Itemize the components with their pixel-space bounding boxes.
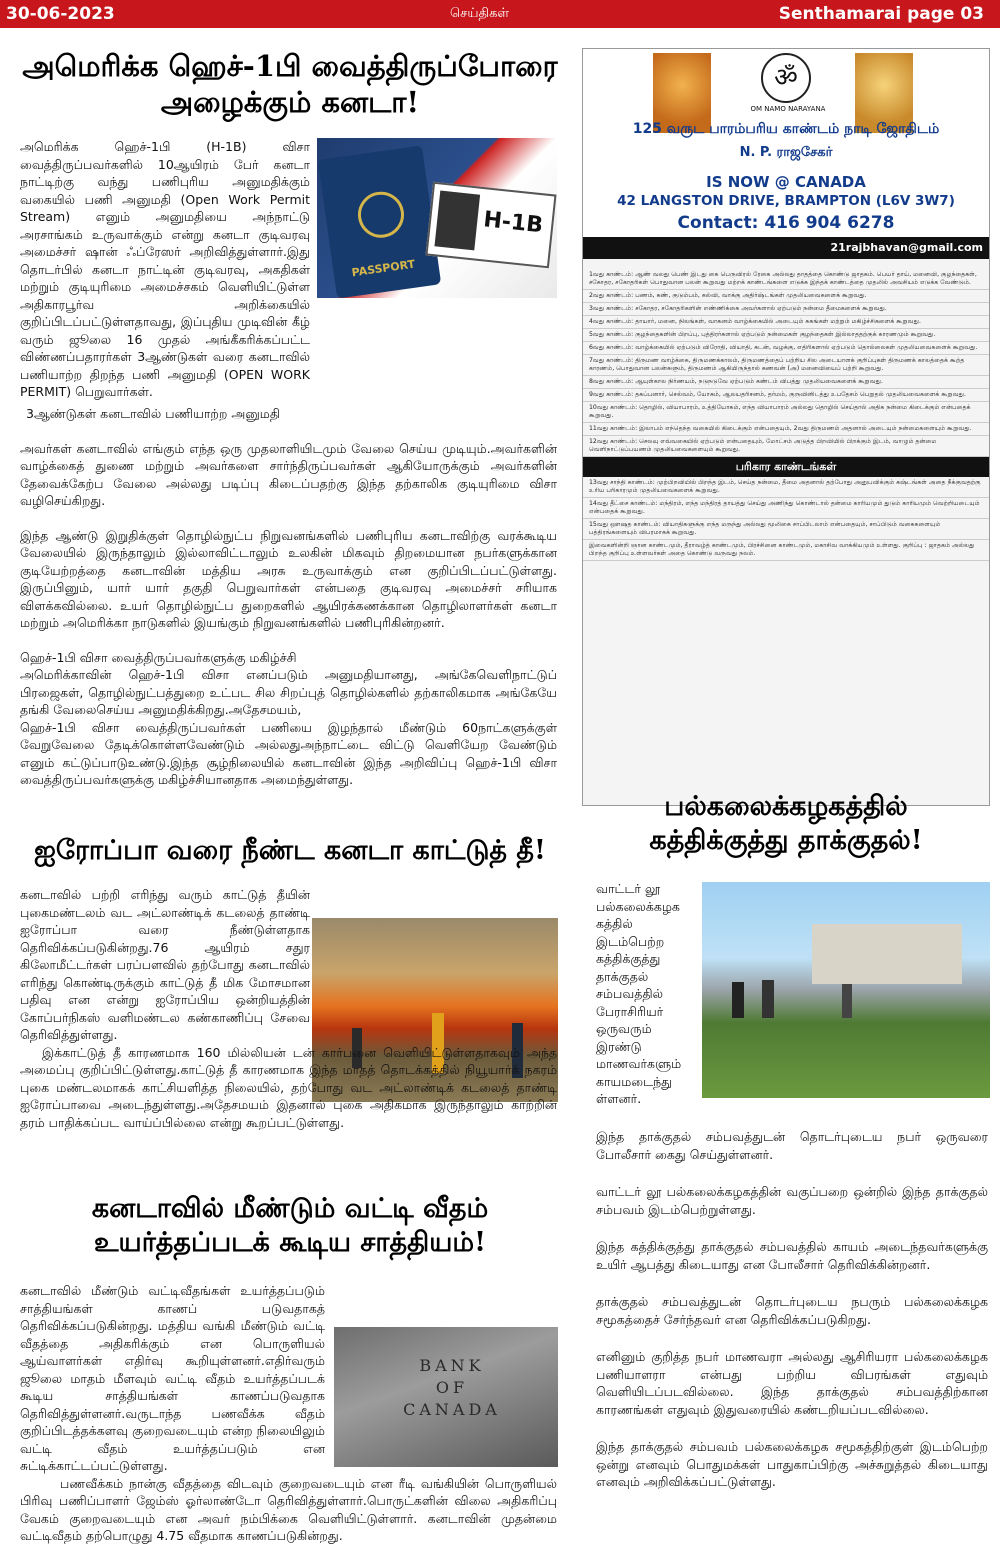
h1b-intro-text bbox=[20, 138, 310, 399]
bank-text: CANADA bbox=[403, 1400, 501, 1419]
ad-name: N. P. ராஜசேகர் bbox=[739, 145, 833, 160]
campus-photo bbox=[702, 882, 990, 1098]
om-caption: OM NAMO NARAYANA bbox=[750, 105, 826, 113]
parikara-item: 15வது ஔஷத காண்டம்: வியாதிகளுக்கு எந்த மருந்து அல்லது மூலிகை சாப்பிடலாம் என்பதையும், சாப்பிடும் வகைகளையும் பத்திரங்களையும் விபரமாகக் கூறுவது. bbox=[583, 519, 989, 540]
ad-contact: Contact: 416 904 6278 bbox=[677, 213, 895, 233]
kandam-item: 10வது காண்டம்: தொழில், வியாபாரம், உத்தியோகம், எந்த வியாபாரம் அல்லது தொழில் செய்தால் அதிக நன்மை கிடைக்கும் என்பதைக் கூறுவது. bbox=[583, 402, 989, 423]
masthead-bar bbox=[0, 0, 1000, 28]
h1b-headline: அமெரிக்க ஹெச்-1பி வைத்திருப்போரை அழைக்கும் கனடா! bbox=[22, 49, 558, 120]
campus-lead: வாட்டர் லூ பல்கலைக்கழக கத்தில் இடம்பெற்ற கத்திக்குத்து தாக்குதல் சம்பவத்தில் பேராசிரியர் ஒருவரும் இரண்டு மாணவர்களும் காயமடைந்து ள்ளனர். bbox=[596, 881, 682, 1106]
h1b-paragraph: ஹெச்-1பி விசா வைத்திருப்பவர்களுக்கு மகிழ்ச்சி அமெரிக்காவின் ஹெச்-1பி விசா எனப்படும் அனுமதியானது, அங்கேவெளிநாட்டுப் பிரஜைகள், தொழில்நுட்பத்துறை உட்பட சில சிறப்புத் தொழில்களில் தற்காலிகமாக அங்கேயே தங்கி வேலைசெய்ய அனுமதிக்கிறது.அதேசமயம், ஹெச்-1பி விசா வைத்திருப்பவர்கள் பணியை இழந்தால் மீண்டும் 60நாட்களுக்குள் வேறுவேலை தேடிக்கொள்ளவேண்டும் அல்லதுஅந்நாட்டை விட்டு வெளியேற வேண்டும் எனும் கட்டுப்பாடுஉண்டு.இந்த சூழ்நிலையில் கனடாவின் இந்த அறிவிப்பு ஹெச்-1பி விசா வைத்திருப்பவர்களுக்கு மகிழ்ச்சியானதாக அமைந்துள்ளது. bbox=[20, 649, 557, 787]
fire-body-text bbox=[20, 886, 557, 1148]
passport-label: PASSPORT bbox=[350, 257, 416, 280]
campus-lead-text bbox=[596, 880, 694, 1125]
campus-paragraph: தாக்குதல் சம்பவத்துடன் தொடர்புடைய நபரும் பல்கலைக்கழக சமூகத்தைச் சேர்ந்தவர் என தெரிவிக்கப்படுகிறது. bbox=[596, 1294, 988, 1327]
rates-body-text bbox=[20, 1282, 557, 1562]
kandam-item: 4வது காண்டம்: தாயார், மனை, நிலங்கள், வாகனம் வாழ்க்கையில் அடையும் சுகங்கள் மற்றும் மகிழ்ச்சிகளைக் கூறுவது. bbox=[583, 316, 989, 329]
paper-name-page: Senthamarai page 03 bbox=[778, 4, 984, 24]
campus-paragraph: இந்த தாக்குதல் சம்பவம் பல்கலைக்கழக சமூகத்திற்குள் இடம்பெற்ற ஒன்று எனவும் பொதுமக்கள் பாதுகாப்பிற்கு அச்சுறுத்தல் கிடையாது எனவும் அறிவிக்கப்பட்டுள்ளது. bbox=[596, 1439, 988, 1489]
h1b-paragraph: அவர்கள் கனடாவில் எங்கும் எந்த ஒரு முதலாளியிடமும் வேலை செய்ய முடியும்.அவர்களின் வாழ்க்கைத் துணை மற்றும் அவர்களை சார்ந்திருப்பவர்கள் ஆகியோருக்கும் அவர்களின் தேவைக்கேற்ப வேலை அல்லது படிப்பு கிடைப்பதற்கு இந்த தற்காலிக குடியுரிமை விசா வழிசெய்கிறது. bbox=[20, 440, 557, 508]
campus-paragraph: எனினும் குறித்த நபர் மாணவரா அல்லது ஆசிரியரா பல்கலைக்கழக பணியாளரா என்பது பற்றிய விபரங்கள் எதுவும் வெளியிடப்படவில்லை. இந்த தாக்குதல் சம்பவத்திற்கான காரணங்கள் எதுவும் இதுவரையில் கண்டறியப்படவில்லை. bbox=[596, 1349, 988, 1417]
issue-date: 30-06-2023 bbox=[6, 4, 115, 24]
ad-email: 21rajbhavan@gmail.com bbox=[583, 237, 989, 259]
parikara-item: இவைகளின்றி ஞான காண்டமும், தீராவழ்த் காண்டமும், பிரச்சினை காண்டமும், மகாசிவ வாக்கியமும் உள்ளது. குறிப்பு : ஜாதகம் அல்லது பிறந்த குறிப்பு உள்ளவர்கள் அதை கொண்டு வருவது நலம். bbox=[583, 540, 989, 561]
campus-paragraph: இந்த தாக்குதல் சம்பவத்துடன் தொடர்புடைய நபர் ஒருவரை போலீசார் கைது செய்துள்ளனர். bbox=[596, 1129, 988, 1162]
fire-paragraph: கனடாவில் பற்றி எரிந்து வரும் காட்டுத் தீயின் புகைமண்டலம் வட அட்லாண்டிக் கடலைத் தாண்டி ஐரோப்பா வரை நீண்டுள்ளதாக தெரிவிக்கப்படுகின்றது.76 ஆயிரம் சதுர கிலோமீட்டர்கள் பரப்பளவில் தற்போது கனடாவில் எரிந்து கொண்டிருக்கும் காட்டுத் தீ மிக மோசமான பதிவு என என்று ஐரோப்பிய ஒன்றியத்தின் கோப்பர்நிகஸ் வளிமண்டல கண்காணிப்பு சேவை தெரிவித்துள்ளது. bbox=[20, 887, 310, 1042]
fire-paragraph: இக்காட்டுத் தீ காரணமாக 160 மில்லியன் டன் கார்பனை வெளியிட்டுள்ளதாகவும் அந்த அமைப்பு குறிப்பிட்டுள்ளது.காட்டுத் தீ காரணமாக இந்த மாதத் தொடக்கத்தில் நியூயார்க் நகரம் புகை மண்டலமாகக் காட்சியளித்த நிலையில், தற்போது வட அட்லாண்டிக் கடலைத் தாண்டி ஐரோப்பாவை அடைந்துள்ளது.அதேசமயம் இதனால் புகை அதிகமாக இருந்தாலும் காற்றின் தரம் பாதிக்கப்பட வாய்ப்பில்லை என்று கூறப்பட்டுள்ளது. bbox=[20, 1044, 557, 1130]
ad-address: 42 LANGSTON DRIVE, BRAMPTON (L6V 3W7) bbox=[617, 193, 955, 209]
campus-headline: பல்கலைக்கழகத்தில் கத்திக்குத்து தாக்குதல்! bbox=[649, 791, 923, 856]
rates-paragraph: பணவீக்கம் நான்கு வீதத்தை விடவும் குறைவடையும் என ரீடி வங்கியின் பொருளியல் பிரிவு பணிப்பாளர் ஜேம்ஸ் ஓர்லாண்டோ தெரிவித்துள்ளார்.பொருட்களின் விலை அதிகரிப்பு வேகம் குறைவடையும் என அவர் நம்பிக்கை வெளியிட்டுள்ளார். கனடாவின் முதன்மை வட்டிவீதம் தற்பொழுது 4.75 வீதமாக காணப்படுகின்றது. bbox=[20, 1475, 557, 1543]
ad-title: 125 வருட பாரம்பரிய காண்டம் நாடி ஜோதிடம் bbox=[632, 121, 940, 137]
kandam-item: 2வது காண்டம்: பணம், கண், குடும்பம், கல்வி, வாக்கு அதிர்ஷ்டங்கள் முதலியவைகளைக் கூறுவது. bbox=[583, 290, 989, 303]
parikara-item: 13வது சாந்தி காண்டம்: முற்பிறவியில் பிறந்த இடம், செய்த நன்மை, தீமை அதனால் தற்போது அனுபவிக்கும் கஷ்டங்கள் அதை நீக்குவதற்கு உரிய பரிகாரமும் முதலியவைகளைக் கூறுவது. bbox=[583, 477, 989, 498]
parikara-item: 14வது தீட்சை காண்டம்: மந்திரம், எந்த மந்திரத் தாயத்து செய்து அணிந்து கொண்டால் தன்மை காரியமும் துடும் காரியமும் வெற்றியடையும் என்பதைக் கூறுவது. bbox=[583, 498, 989, 519]
kandam-item: 6வது காண்டம்: வாழ்க்கையில் ஏற்படும் விரோதி, வியாதி, கடன், வழக்கு, எதிரிகளால் ஏற்படும் தொல்லைகள் முதலியவைகளைக் கூறுவது. bbox=[583, 342, 989, 355]
ad-line1: IS NOW @ CANADA bbox=[706, 173, 866, 191]
fire-headline: ஐரோப்பா வரை நீண்ட கனடா காட்டுத் தீ! bbox=[34, 835, 546, 866]
kandam-item: 12வது காண்டம்: செலவு எவ்வகையில் ஏற்படும் என்பதையும், மோட்சம் அடுத்த பிறவியில் பிறக்கும் இடம், வாழும் தன்மை வெளிநாட்டுப்பயணம் முதலியவைகளையும் கூறுவது. bbox=[583, 436, 989, 457]
section-name: செய்திகள் bbox=[450, 6, 510, 21]
bank-text: OF bbox=[435, 1378, 469, 1397]
campus-body-text bbox=[596, 1128, 988, 1508]
h1b-label: H-1B bbox=[482, 207, 545, 239]
kandam-item: 7வது காண்டம்: திருமண வாழ்க்கை, திருமணக்காலம், திருமணத்தைப் பற்றிய சில அடையாளக் குறிப்புகள் திருமணக் காலத்தைக் கூற்த காரணம், பொதுவான பலன்களும், திருமணம் ஆகியிருந்தால் கணவன் (அ) மனைவியைப் பற்றி கூறுவது. bbox=[583, 355, 989, 376]
rates-headline: கனடாவில் மீண்டும் வட்டி வீதம் உயர்த்தப்படக் கூடிய சாத்தியம்! bbox=[91, 1193, 489, 1258]
astrology-advertisement bbox=[582, 48, 990, 806]
kandam-item: 9வது காண்டம்: தகப்பனார், செல்வம், யோகம், ஆலயதரிசனம், தர்மம், குருவினிடத்து உபதேசம் பெறுதல் முதலியவைகளைக் கூறுவது. bbox=[583, 389, 989, 402]
campus-paragraph: இந்த கத்திக்குத்து தாக்குதல் சம்பவத்தில் காயம் அடைந்தவர்களுக்கு உயிர் ஆபத்து கிடையாது என போலீசார் தெரிவிக்கின்றனர். bbox=[596, 1239, 988, 1272]
kandam-item: 1வது காண்டம்: ஆண் வலது பெண் இடது கை பெருவிரல் ரேகை அல்லது தாதத்தை கொண்டு ஜாதகம். பெயர் தாய், மனைவி, குழந்தைகள், சகோதர, சகோதரிகள் பொதுவான பலன் கூறுவது மற்றக் காண்டங்களை எடுக்க இந்தக் காண்டத்தை முதலில் அவசியம் எடுக்க வேண்டும். bbox=[583, 269, 989, 290]
kandam-item: 5வது காண்டம்: குழந்தைகளின் பிறப்பு, புத்திரர்களால் ஏற்படும் நன்மைகள் குழந்தைகள் இல்லாததற்குக் காரணமும் கூறுவது. bbox=[583, 329, 989, 342]
kandam-item: 11வது காண்டம்: இலாபம் எந்தெந்த வகையில் கிடைக்கும் என்பதையும், 2வது திருமணம் அதனால் அடையும் நன்மைகளையும் கூறுவது. bbox=[583, 423, 989, 436]
h1b-passport-image bbox=[317, 138, 557, 298]
h1b-paragraph: இந்த ஆண்டு இறுதிக்குள் தொழில்நுட்ப நிறுவனங்களில் பணிபுரிய கனடாவிற்கு வரக்கூடிய வேலையில் இருந்தாலும் இல்லாவிட்டாலும் உலகின் மிகவும் திறமையான நபர்களுக்கான குடியேற்றத்தை கனடாவின் மத்திய அரசு உருவாக்கும் என குறிப்பிடப்பட்டுள்ளது. இருப்பினும், யார் யார் தகுதி பெறுவார்கள் என்பதை குடிவரவு அமைச்சர் சரியாக விளக்கவில்லை. உயர் தொழில்நுட்ப துறைகளில் ஆயிரக்கணக்கான தொழிலாளர்கள் கனடா மற்றும் அமெரிக்கா நாடுகளில் இயங்கும் நிறுவனங்களில் பணிபுரிகின்றனர். bbox=[20, 527, 557, 630]
rates-paragraph: கனடாவில் மீண்டும் வட்டிவீதங்கள் உயர்த்தப்படும் சாத்தியங்கள் காணப் படுவதாகத் தெரிவிக்கப்படுகின்றது. மத்திய வங்கி மீண்டும் வட்டி வீதத்தை அதிகரிக்கும் என பொருளியல் ஆய்வாளர்கள் எதிர்வு கூறியுள்ளனர்.எதிர்வரும் ஜூலை மாதம் மீளவும் வட்டி வீதம் உயர்த்தப்படக் கூடிய சாத்தியங்கள் காணப்படுவதாக தெரிவித்துள்ளனர்.வருடாந்த பணவீக்க வீதம் குறிப்பிடத்தக்களவு குறைவடையும் என்ற நிலையிலும் வட்டி வீதம் உயர்த்தப்படும் என சுட்டிக்காட்டப்பட்டுள்ளது. bbox=[20, 1283, 325, 1473]
parikara-band: பரிகார காண்டங்கள் bbox=[583, 457, 989, 477]
h1b-subhead: 3ஆண்டுகள் கனடாவில் பணியாற்ற அனுமதி bbox=[26, 406, 281, 421]
bank-text: BANK bbox=[419, 1356, 485, 1375]
h1b-body-text bbox=[20, 405, 557, 806]
h1b-paragraph: அமெரிக்க ஹெச்-1பி (H-1B) விசா வைத்திருப்பவர்களில் 10ஆயிரம் பேர் கனடா நாட்டிற்கு வந்து பணிபுரிய அனுமதிக்கும் வகையில் பணி அனுமதி (Open Work Permit Stream) எனும் அனுமதியை அந்நாட்டு அரசாங்கம் உருவாக்கும் என்று கனடா குடிவரவு அமைச்சர் ஷான் ஃப்ரேஸர் அறிவித்துள்ளார்.இது தொடர்பில் கனடா நாட்டின் குடிவரவு, அகதிகள் மற்றும் குடியுரிமை அமைச்சகம் வெளியிட்டுள்ள அதிகாரபூர்வ அறிக்கையில் குறிப்பிடப்பட்டுள்ளதாவது, இப்புதிய முடிவின் கீழ் வரும் ஜூலை 16 முதல் அங்கீகரிக்கப்பட்ட விண்ணப்பதாரர்கள் 3ஆண்டுகள் வரை கனடாவில் பணியாற்ற திறந்த பணி அனுமதி (OPEN WORK PERMIT) பெறுவார்கள். bbox=[20, 139, 310, 399]
ad-header bbox=[583, 49, 989, 237]
kandam-item: 8வது காண்டம்: ஆயுள்கால நிர்ணயம், நடுநடுவே ஏற்படும் கண்டம் விபத்து முதலியவைகளைக் கூறுவது. bbox=[583, 376, 989, 389]
kandam-item: 3வது காண்டம்: சகோதர, சகோதரிகளின் எண்ணிக்கை அவர்களால் ஏற்படும் நன்மை தீமைகளைக் கூறுவது. bbox=[583, 303, 989, 316]
campus-paragraph: வாட்டர் லூ பல்கலைக்கழகத்தின் வகுப்பறை ஒன்றில் இந்த தாக்குதல் சம்பவம் இடம்பெற்றுள்ளது. bbox=[596, 1184, 988, 1217]
om-symbol-icon: ॐ bbox=[761, 53, 811, 103]
